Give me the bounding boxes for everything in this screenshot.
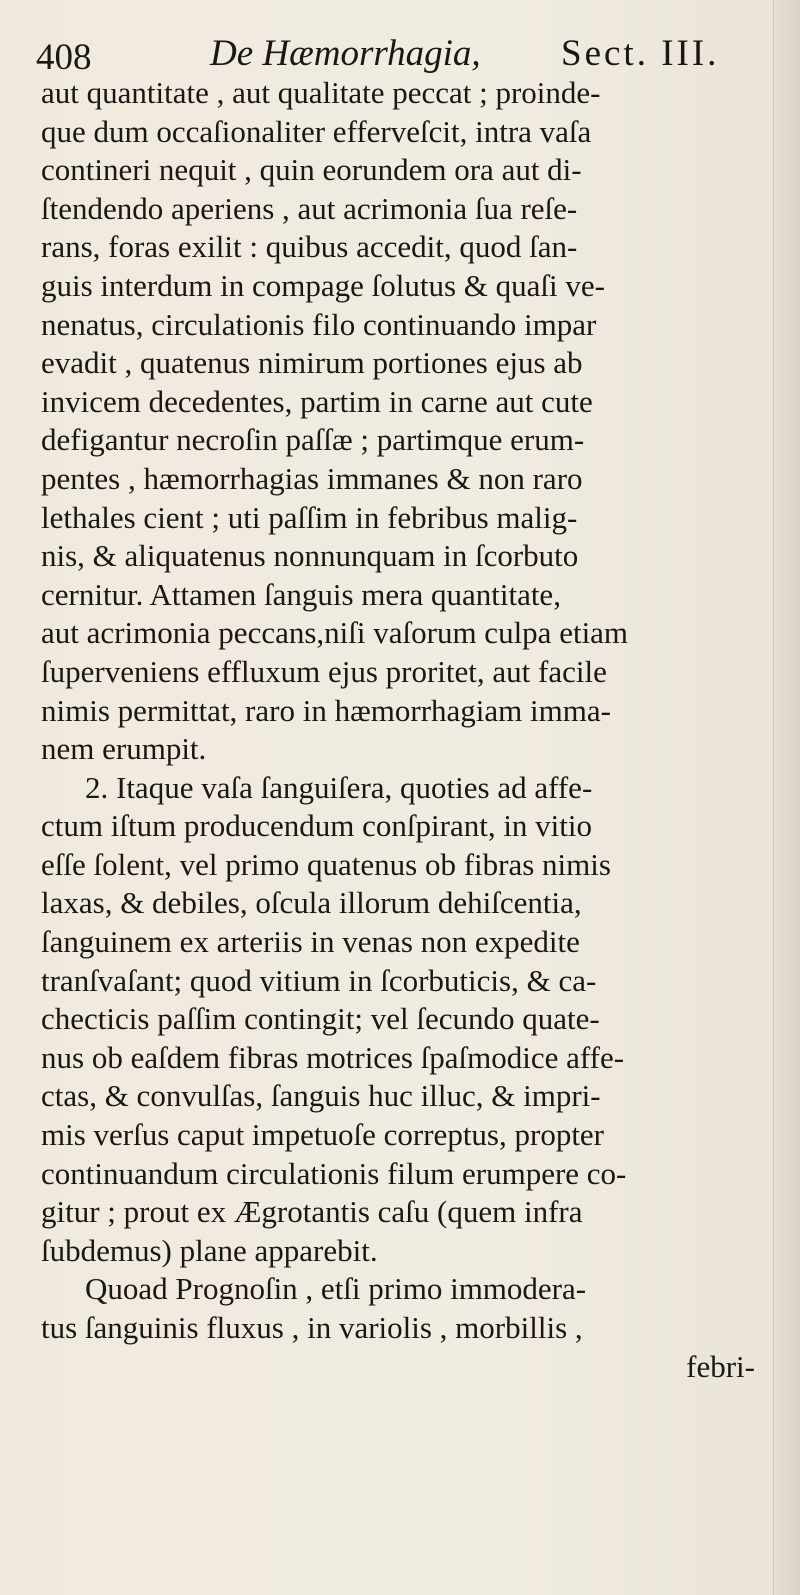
page-gutter (773, 0, 800, 1595)
text-line: tus ſanguinis fluxus , in variolis , morbillis , (41, 1310, 583, 1345)
text-line: guis interdum in compage ſolutus & quaſi ve- (41, 267, 605, 303)
text-line: tranſvaſant; quod vitium in ſcorbuticis, & ca- (41, 962, 597, 998)
text-line: continuandum circulationis filum erumpere co- (41, 1155, 627, 1191)
text-line: mis verſus caput impetuoſe correptus, propter (41, 1117, 605, 1153)
section-label: Sect. III. (561, 33, 720, 74)
text-line: nimis permittat, raro in hæmorrhagiam imma- (41, 692, 611, 728)
text-line: ſanguinem ex arteriis in venas non expedite (41, 924, 580, 960)
text-line: aut quantitate , aut qualitate peccat ; proinde- (41, 75, 601, 110)
text-line: cernitur. Attamen ſanguis mera quantitate, (41, 576, 561, 612)
text-line: nem erumpit. (41, 731, 207, 767)
text-line: ctas, & convulſas, ſanguis huc illuc, & impri- (41, 1078, 601, 1114)
running-header (28, 28, 768, 78)
text-line: eſſe ſolent, vel primo quatenus ob fibras nimis (41, 846, 611, 882)
text-line: nus ob eaſdem fibras motrices ſpaſmodice affe- (41, 1039, 625, 1075)
text-line: lethales cient ; uti paſſim in febribus malig- (41, 499, 578, 535)
text-line: nis, & aliquatenus nonnunquam in ſcorbuto (41, 538, 579, 574)
text-line: gitur ; prout ex Ægrotantis caſu (quem infra (41, 1194, 583, 1230)
text-line: defigantur necroſin paſſæ ; partimque erum- (41, 422, 585, 458)
text-line: aut acrimonia peccans,niſi vaſorum culpa etiam (41, 615, 629, 651)
paragraph-start-line: 2. Itaque vaſa ſanguiſera, quoties ad affe- (85, 769, 593, 805)
text-line: laxas, & debiles, oſcula illorum dehiſcentia, (41, 885, 582, 921)
text-line: ctum iſtum producendum conſpirant, in vitio (41, 808, 593, 844)
page-number: 408 (36, 37, 92, 78)
text-line: ſtendendo aperiens , aut acrimonia ſua reſe- (41, 190, 578, 226)
paragraph-start-line: Quoad Prognoſin , etſi primo immodera- (85, 1271, 587, 1307)
text-line: invicem decedentes, partim in carne aut cute (41, 383, 593, 419)
text-line: ſuperveniens effluxum ejus proritet, aut facile (41, 653, 607, 689)
text-line: contineri nequit , quin eorundem ora aut di- (41, 152, 582, 188)
text-line: nenatus, circulationis filo continuando impar (41, 306, 597, 342)
text-line: checticis paſſim contingit; vel ſecundo quate- (41, 1001, 600, 1037)
text-line: rans, foras exilit : quibus accedit, quod ſan- (41, 229, 578, 265)
text-line: ſubdemus) plane apparebit. (41, 1232, 378, 1268)
text-line: pentes , hæmorrhagias immanes & non raro (41, 460, 583, 496)
body-text (41, 74, 773, 1386)
running-title: De Hæmorrhagia, (210, 33, 481, 74)
text-line: que dum occaſionaliter efferveſcit, intra vaſa (41, 113, 592, 149)
catchword: febri- (686, 1348, 755, 1384)
text-line: evadit , quatenus nimirum portiones ejus ab (41, 345, 583, 381)
